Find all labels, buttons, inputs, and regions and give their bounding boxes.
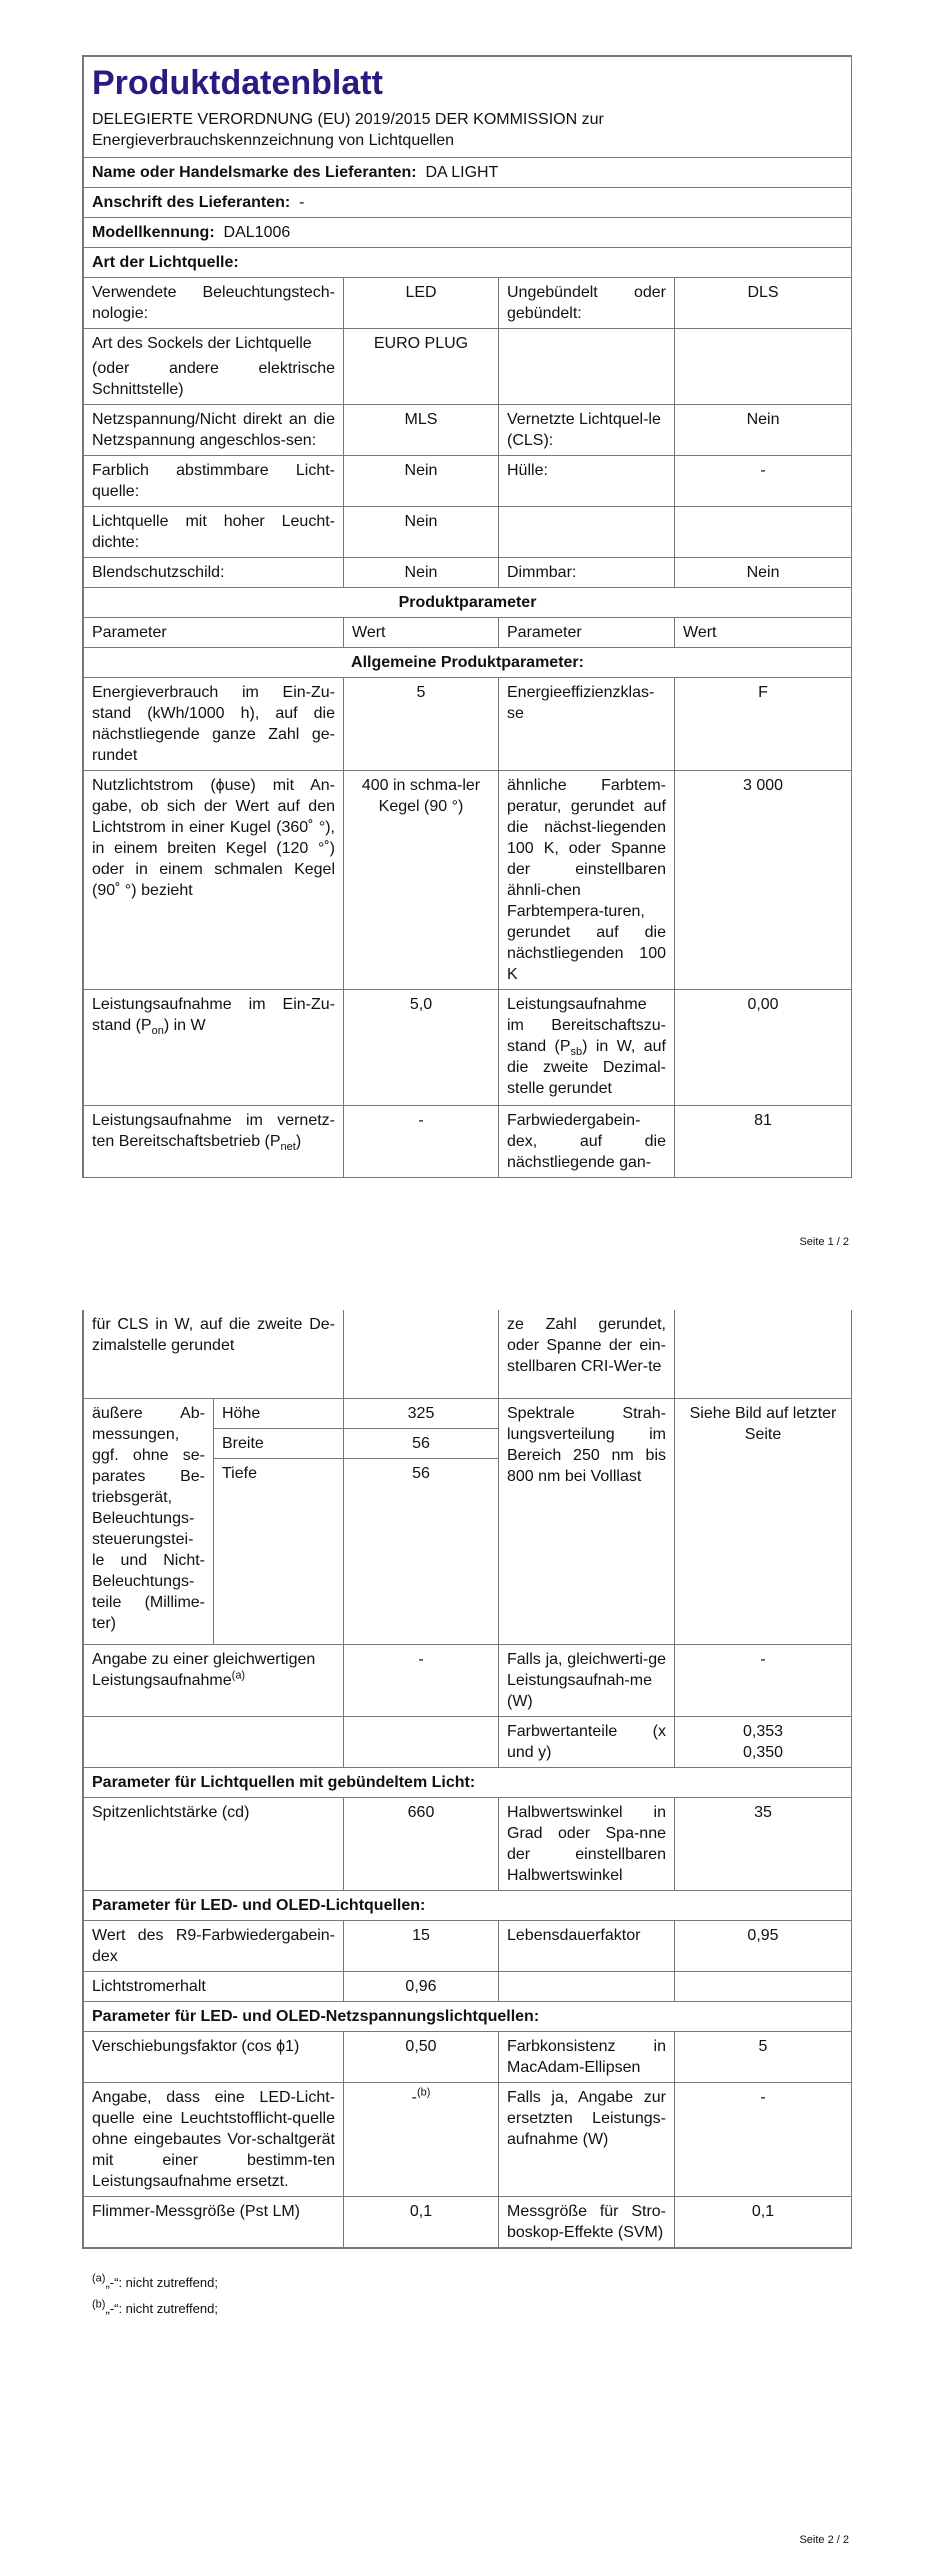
param-row: Energieverbrauch im Ein-Zu-stand (kWh/1000 h), auf die nächstliegende ganze Zahl ge-rundet 5 Energieeffizienzklas-se F xyxy=(84,678,852,771)
param-row: Angabe, dass eine LED-Licht-quelle eine Leuchtstofflicht-quelle ohne eingebautes Vor-schaltgerät mit einer bestimm-ten Leistungsaufnahme ersetzt. -$^{(b)}$ Falls ja, Angabe zur ersetzten Leistungs-aufnahme (W) - xyxy=(84,2083,852,2197)
header-block xyxy=(84,57,852,158)
param-row: Flimmer-Messgröße (Pst LM) 0,1 Messgröße für Stro-boskop-Effekte (SVM) 0,1 xyxy=(84,2197,852,2248)
param-row: Wert des R9-Farbwiedergabein-dex 15 Lebensdauerfaktor 0,95 xyxy=(84,1921,852,1972)
type-row: Blendschutzschild: Nein Dimmbar: Nein xyxy=(84,558,852,588)
dimensions-row: äußere Ab-messungen, ggf. ohne se-parates Be-triebsgerät, Beleuchtungs-steuerungstei-le und Nicht-Beleuchtungs-teile (Millime-ter) Höhe 325 Spektrale Strah-lungsverteilung im Bereich 250 nm bis 800 nm bei Volllast Siehe Bild auf letzter Seite xyxy=(84,1399,852,1429)
datasheet-page2 xyxy=(82,1310,852,2249)
param-row: Farbwertanteile (x und y) 0,353 0,350 xyxy=(84,1717,852,1768)
supplier-address-value: - xyxy=(299,194,305,211)
mains-heading: Parameter für LED- und OLED-Netzspannungslichtquellen: xyxy=(84,2002,852,2032)
model-label: Modellkennung: xyxy=(92,224,215,241)
param-row: für CLS in W, auf die zweite De-zimalstelle gerundet ze Zahl gerundet, oder Spanne der ein-stellbaren CRI-Wer-te xyxy=(84,1310,852,1399)
page-number: Seite 2 / 2 xyxy=(799,2534,849,2546)
dim-name: Tiefe xyxy=(214,1459,344,1645)
supplier-address-label: Anschrift des Lieferanten: xyxy=(92,194,291,211)
dim-value: 325 xyxy=(344,1399,499,1429)
dim-value: 56 xyxy=(344,1459,499,1645)
directional-heading: Parameter für Lichtquellen mit gebündeltem Licht: xyxy=(84,1768,852,1798)
param-row: Angabe zu einer gleichwertigen Leistungsaufnahme$^{(a)}$ - Falls ja, gleichwerti-ge Leistungsaufnah-me (W) - xyxy=(84,1645,852,1717)
supplier-name-label: Name oder Handelsmarke des Lieferanten: xyxy=(92,164,417,181)
params-heading: Produktparameter xyxy=(84,588,852,618)
regulation-line1: DELEGIERTE VERORDNUNG (EU) 2019/2015 DER KOMMISSION zur xyxy=(92,111,604,128)
type-row: Art des Sockels der Lichtquelle (oder andere elektrische Schnittstelle) EURO PLUG xyxy=(84,329,852,405)
footnote-a: $^{(a)}$„-“: nicht zutreffend; xyxy=(92,2272,218,2290)
model-row xyxy=(84,218,852,248)
supplier-name-row xyxy=(84,158,852,188)
footnote-b: $^{(b)}$„-“: nicht zutreffend; xyxy=(92,2298,218,2316)
model-value: DAL1006 xyxy=(223,224,291,241)
supplier-address-row xyxy=(84,188,852,218)
param-row: Leistungsaufnahme im Ein-Zu-stand $(P_{on})$ in W 5,0 Leistungsaufnahme im Bereitschaftszu-stand $(P_{sb})$ in W, auf die zweite Dezimal-stelle gerundet 0,00 xyxy=(84,990,852,1106)
general-params-heading: Allgemeine Produktparameter: xyxy=(84,648,852,678)
datasheet-page1 xyxy=(82,55,852,1178)
type-heading: Art der Lichtquelle: xyxy=(84,248,852,278)
params-column-header: Parameter Wert Parameter Wert xyxy=(84,618,852,648)
regulation-line2: Energieverbrauchskennzeichnung von Lichtquellen xyxy=(92,132,455,149)
type-row: Netzspannung/Nicht direkt an die Netzspannung angeschlos-sen: MLS Vernetzte Lichtquel-le (CLS): Nein xyxy=(84,405,852,456)
param-row: Verschiebungsfaktor (cos ϕ1) 0,50 Farbkonsistenz in MacAdam-Ellipsen 5 xyxy=(84,2032,852,2083)
param-row: Nutzlichtstrom (ϕuse) mit An-gabe, ob sich der Wert auf den Lichtstrom in einer Kugel (360˚ °), in einem breiten Kegel (120 °˚) oder in einem schmalen Kegel (90˚ °) bezieht 400 in schma-ler Kegel (90 °) ähnliche Farbtem-peratur, gerundet auf die nächst-liegenden 100 K, oder Spanne der einstellbaren ähnli-chen Farbtempera-turen, gerundet auf die nächstliegenden 100 K 3 000 xyxy=(84,771,852,990)
page-number: Seite 1 / 2 xyxy=(799,1236,849,1248)
type-row: Farblich abstimmbare Licht-quelle: Nein Hülle: - xyxy=(84,456,852,507)
page-title: Produktdatenblatt xyxy=(92,64,383,102)
type-row: Lichtquelle mit hoher Leucht-dichte: Nein xyxy=(84,507,852,558)
param-row: Lichtstromerhalt 0,96 xyxy=(84,1972,852,2002)
param-row: Leistungsaufnahme im vernetz-ten Bereitschaftsbetrieb $(P_{net})$ - Farbwiedergabein-dex, auf die nächstliegende gan- 81 xyxy=(84,1106,852,1178)
dim-name: Höhe xyxy=(214,1399,344,1429)
led-heading: Parameter für LED- und OLED-Lichtquellen: xyxy=(84,1891,852,1921)
page-2 xyxy=(0,1280,929,2560)
type-row: Verwendete Beleuchtungstech-nologie: LED Ungebündelt oder gebündelt: DLS xyxy=(84,278,852,329)
dim-value: 56 xyxy=(344,1429,499,1459)
supplier-name-value: DA LIGHT xyxy=(425,164,499,181)
dim-name: Breite xyxy=(214,1429,344,1459)
param-row: Spitzenlichtstärke (cd) 660 Halbwertswinkel in Grad oder Spa-nne der einstellbaren Halbwertswinkel 35 xyxy=(84,1798,852,1891)
